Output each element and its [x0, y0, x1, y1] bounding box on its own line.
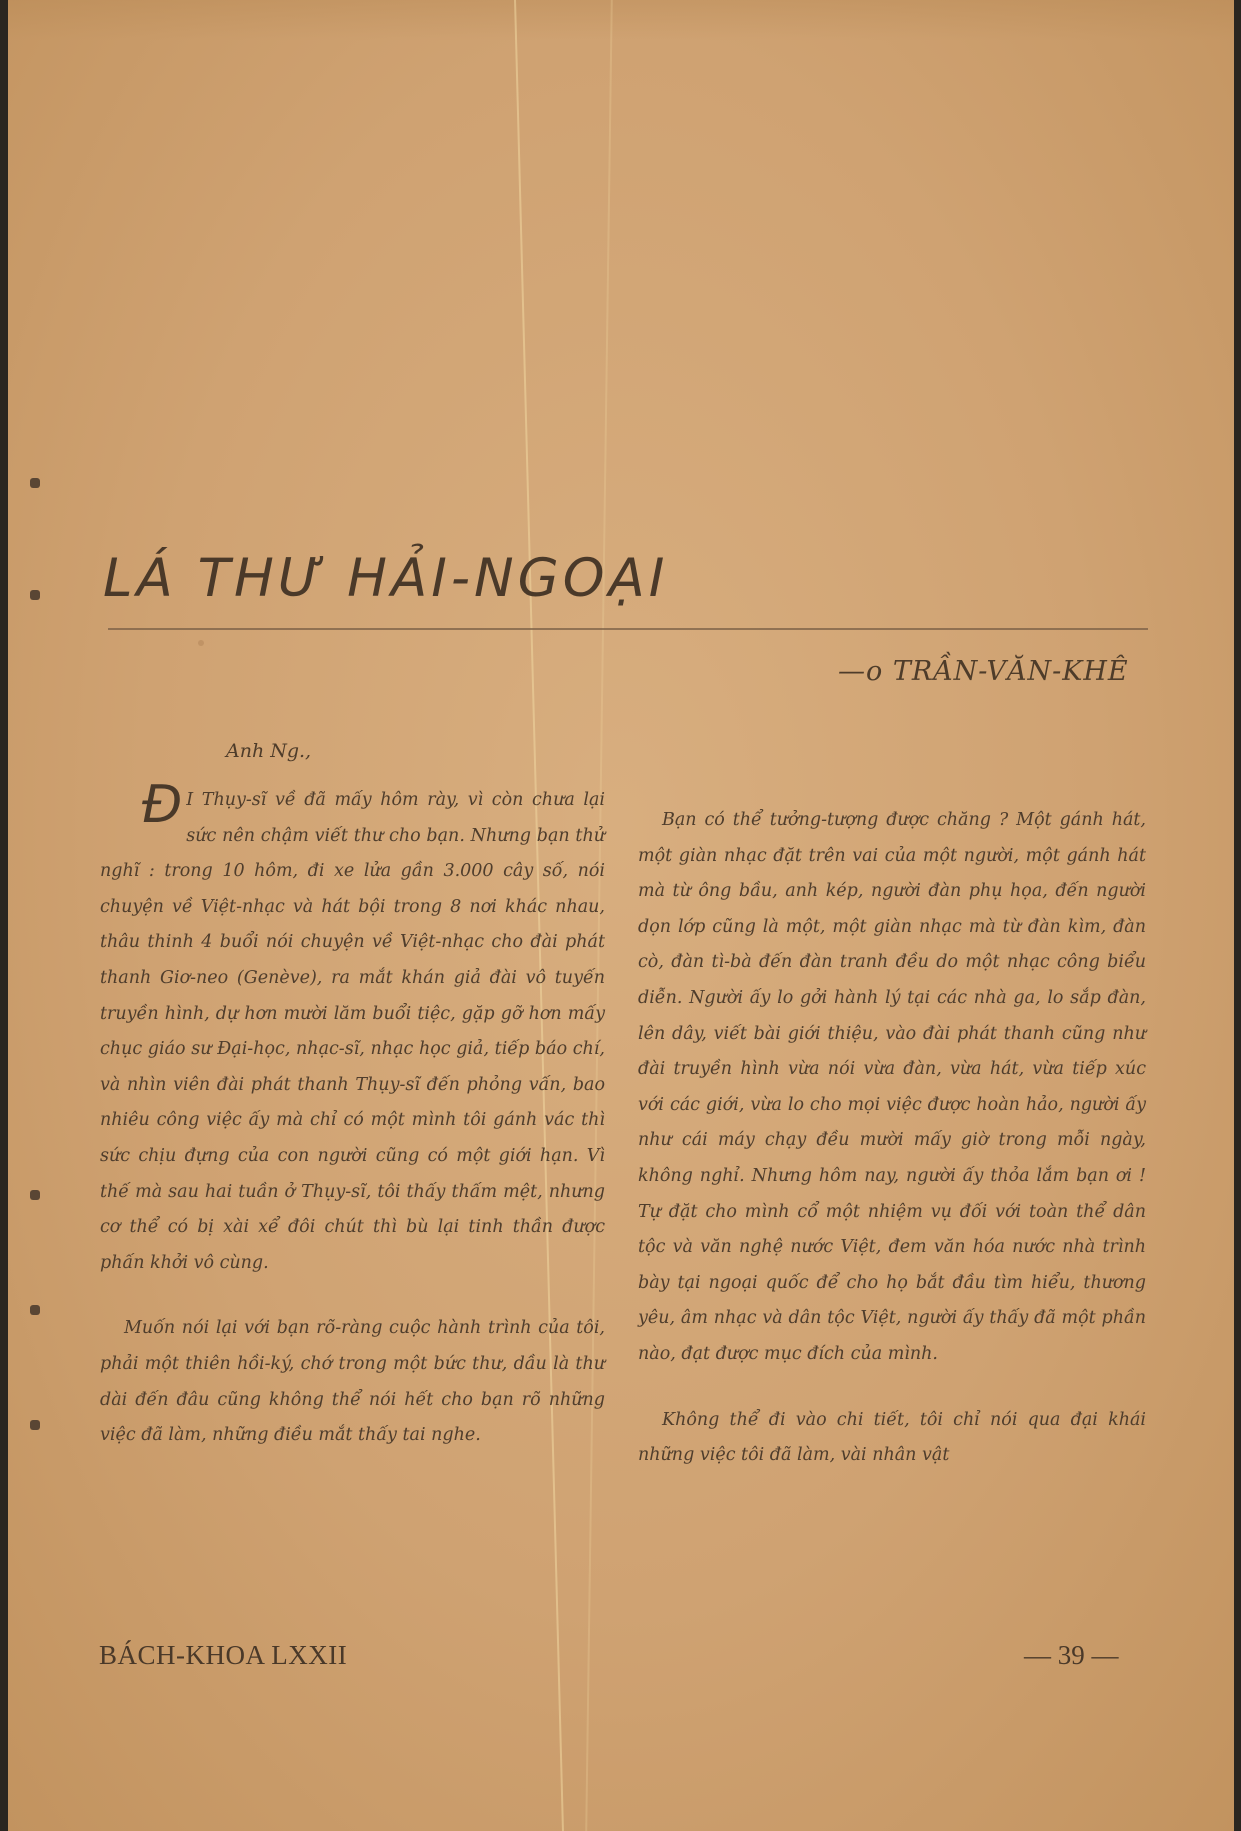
page-number: — 39 — — [1024, 1640, 1119, 1670]
paragraph-text: I Thụy-sĩ về đã mấy hôm rày, vì còn chưa lại sức nên chậm viết thư cho bạn. Nhưng bạn thử nghĩ : trong 10 hôm, đi xe lửa gần 3.000 cây số, nói chuyện về Việt-nhạc và hát bội trong 8 nơi khác nhau, thâu thinh 4 buổi nói chuyện về Việt-nhạc cho đài phát thanh Giơ-neo (Genève), ra mắt khán giả đài vô tuyến truyền hình, dự hơn mười lăm buổi tiệc, gặp gỡ hơn mấy chục giáo sư Đại-học, nhạc-sĩ, nhạc học giả, tiếp báo chí, và nhìn viên đài phát thanh Thụy-sĩ đến phỏng vấn, bao nhiêu công việc ấy mà chỉ có một mình tôi gánh vác thì sức chịu đựng của con người cũng có một giới hạn. Vì thế mà sau hai tuần ở Thụy-sĩ, tôi thấy thấm mệt, nhưng cơ thể có bị xài xể đôi chút thì bù lại tinh thần được phấn khởi vô cùng. — [100, 790, 605, 1273]
binding-mark — [30, 1190, 40, 1200]
paragraph: Không thể đi vào chi tiết, tôi chỉ nói qua đại khái những việc tôi đã làm, vài nhân vật — [638, 1409, 1146, 1466]
binding-mark — [30, 478, 40, 488]
ink-dot — [198, 640, 204, 646]
left-column — [100, 775, 605, 1454]
right-column — [638, 803, 1146, 1474]
binding-mark — [30, 590, 40, 600]
article-author: —o TRẦN-VĂN-KHÊ — [838, 656, 1129, 687]
letter-salutation: Anh Ng., — [226, 740, 312, 762]
article-title: LÁ THƯ HẢI-NGOẠI — [103, 548, 669, 609]
paragraph: Muốn nói lại với bạn rõ-ràng cuộc hành trình của tôi, phải một thiên hồi-ký, chớ trong một bức thư, dầu là thư dài đến đâu cũng không thể nói hết cho bạn rõ những việc đã làm, những điều mắt thấy tai nghe. — [100, 1318, 605, 1446]
publication-name: BÁCH-KHOA LXXII — [99, 1640, 348, 1670]
paragraph — [100, 775, 605, 1281]
binding-mark — [30, 1420, 40, 1430]
title-rule — [108, 628, 1148, 630]
paragraph: Bạn có thể tưởng-tượng được chăng ? Một gánh hát, một giàn nhạc đặt trên vai của một người, một gánh hát mà từ ông bầu, anh kép, người đàn phụ họa, đến người dọn lớp cũng là một, một giàn nhạc mà từ đàn kìm, đàn cò, đàn tì-bà đến đàn tranh đều do một nhạc công biểu diễn. Người ấy lo gởi hành lý tại các nhà ga, lo sắp đàn, lên dây, viết bài giới thiệu, vào đài phát thanh cũng như đài truyền hình vừa nói vừa đàn, vừa hát, vừa tiếp xúc với các giới, vừa lo cho mọi việc được hoàn hảo, người ấy như cái máy chạy đều mười mấy giờ trong mỗi ngày, không nghỉ. Nhưng hôm nay, người ấy thỏa lắm bạn ơi ! Tự đặt cho mình cổ một nhiệm vụ đối với toàn thể dân tộc và văn nghệ nước Việt, đem văn hóa nước nhà trình bày tại ngoại quốc để cho họ bắt đầu tìm hiểu, thương yêu, âm nhạc và dân tộc Việt, người ấy thấy đã một phần nào, đạt được mục đích của mình. — [638, 810, 1146, 1364]
drop-cap: Đ — [142, 775, 183, 835]
magazine-page — [8, 0, 1234, 1831]
binding-mark — [30, 1305, 40, 1315]
